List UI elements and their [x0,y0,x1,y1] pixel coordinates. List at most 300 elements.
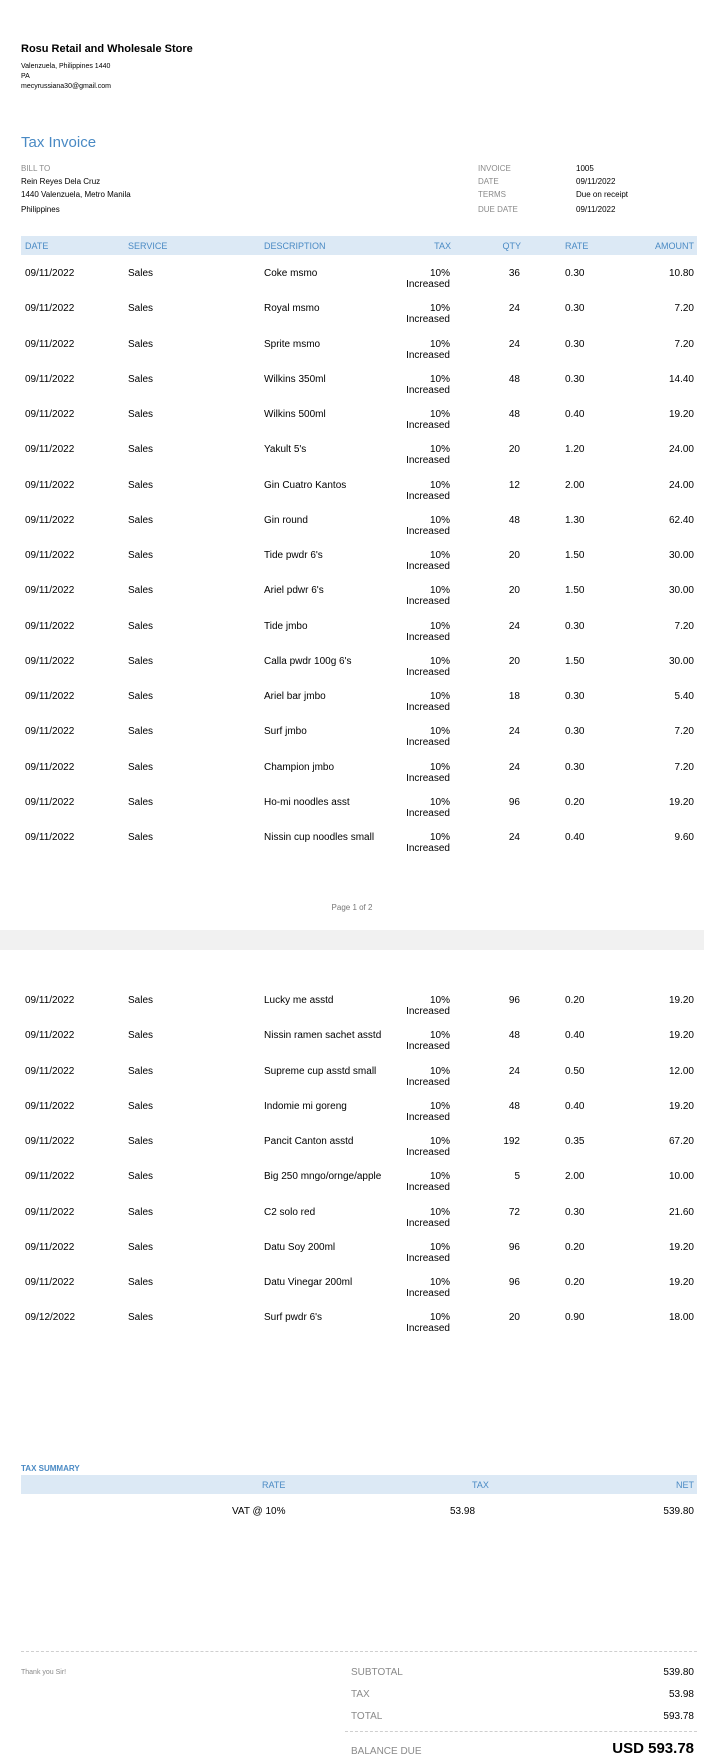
qty-cell: 24 [508,303,520,315]
tax-cell [406,1277,450,1299]
service-cell: Sales [128,444,154,456]
tax-rate-text: 10% [429,1030,450,1042]
amount-cell: 30.00 [668,585,694,597]
description-cell: Supreme cup asstd small [264,1065,377,1077]
service-cell: Sales [128,620,154,632]
date-cell: 09/11/2022 [25,268,75,279]
tax-rate-text: 10% [429,409,450,420]
qty-cell: 20 [508,550,520,561]
qty-cell: 20 [508,444,520,456]
service-cell: Sales [128,1100,154,1112]
tax-rate-text: 10% [429,268,450,279]
col-service: SERVICE [128,241,168,251]
rate-cell: 0.20 [565,796,585,808]
tax-type-text: Increased [406,1041,450,1053]
tax-type-text: Increased [406,1217,450,1229]
tax-cell [406,1242,450,1264]
table-row [0,691,704,726]
tax-type-text: Increased [406,807,450,819]
description-cell: Sprite msmo [264,338,321,350]
tax-summary-header [21,1475,697,1494]
amount-cell: 30.00 [668,550,694,561]
tax-type-text: Increased [406,1323,450,1335]
tax-cell [406,1030,450,1052]
qty-cell: 192 [503,1136,520,1147]
table-row [0,303,704,338]
service-cell: Sales [128,691,154,702]
date-cell: 09/12/2022 [25,1312,76,1324]
table-row [0,832,704,867]
tax-type-text: Increased [406,1288,450,1299]
amount-cell: 7.20 [674,761,694,773]
date-cell: 09/11/2022 [25,1241,75,1253]
tax-summary-col-net: NET [676,1480,694,1490]
rate-cell: 0.30 [565,761,585,773]
table-row [0,550,704,585]
rate-cell: 1.30 [565,514,585,526]
tax-total-value: 53.98 [668,1689,694,1700]
amount-cell: 19.20 [668,1100,694,1112]
description-cell: Nissin cup noodles small [264,832,375,843]
tax-rate-text: 10% [429,1312,450,1324]
tax-rate-text: 10% [429,832,450,843]
rate-cell: 0.50 [565,1065,585,1077]
amount-cell: 18.00 [668,1312,694,1324]
description-cell: Nissin ramen sachet asstd [264,1030,382,1042]
tax-type-text: Increased [406,561,450,572]
amount-cell: 7.20 [674,338,694,350]
qty-cell: 12 [508,479,520,491]
tax-cell [406,762,450,784]
tax-type-text: Increased [406,702,450,713]
company-email: mecyrussiana30@gmail.com [21,83,111,90]
tax-summary-title: TAX SUMMARY [21,1464,80,1473]
table-row [0,585,704,620]
tax-rate-text: 10% [429,1206,450,1218]
balance-due-value: USD 593.78 [612,1740,694,1757]
rate-cell: 0.30 [565,303,585,315]
col-description: DESCRIPTION [264,241,326,251]
date-cell: 09/11/2022 [25,995,75,1006]
tax-cell [406,1136,450,1158]
tax-cell [406,550,450,572]
amount-cell: 5.40 [674,691,694,702]
qty-cell: 48 [508,1030,520,1042]
rate-cell: 2.00 [565,1171,585,1183]
description-cell: Datu Soy 200ml [264,1241,336,1253]
table-row [0,374,704,409]
tax-rate-text: 10% [429,1065,450,1077]
col-date: DATE [25,241,49,251]
description-cell: Gin Cuatro Kantos [264,479,347,491]
tax-type-text: Increased [406,1147,450,1158]
tax-rate-text: 10% [429,1171,450,1183]
bill-to-address: 1440 Valenzuela, Metro Manila [21,190,131,199]
date-cell: 09/11/2022 [25,1277,75,1288]
tax-type-text: Increased [406,1111,450,1123]
tax-rate-text: 10% [429,550,450,561]
rate-cell: 0.40 [565,409,585,420]
qty-cell: 18 [508,691,520,702]
amount-cell: 10.80 [668,268,694,279]
description-cell: Ariel pdwr 6's [264,585,324,597]
qty-cell: 24 [508,726,520,738]
tax-cell [406,374,450,396]
rate-cell: 1.50 [565,585,585,597]
thank-you-note: Thank you Sir! [21,1669,67,1676]
qty-cell: 24 [508,1065,520,1077]
total-label: TOTAL [351,1711,383,1722]
bill-to-country: Philippines [21,205,60,214]
tax-cell [406,444,450,466]
tax-cell [406,1171,450,1193]
date-cell: 09/11/2022 [25,832,75,843]
table-row [0,409,704,444]
service-cell: Sales [128,1241,154,1253]
tax-type-text: Increased [406,490,450,502]
qty-cell: 96 [508,796,520,808]
amount-cell: 62.40 [668,514,694,526]
description-cell: Surf jmbo [264,726,307,738]
amount-cell: 14.40 [668,373,694,385]
description-cell: Ho-mi noodles asst [264,796,350,808]
description-cell: Wilkins 350ml [264,373,326,385]
date-cell: 09/11/2022 [25,1136,75,1147]
rate-cell: 0.30 [565,1206,585,1218]
tax-type-text: Increased [406,314,450,326]
service-cell: Sales [128,550,154,561]
amount-cell: 7.20 [674,303,694,315]
tax-rate-text: 10% [429,726,450,738]
table-row [0,1207,704,1242]
service-cell: Sales [128,1171,154,1183]
table-row [0,1066,704,1101]
qty-cell: 72 [508,1206,520,1218]
service-cell: Sales [128,479,154,491]
tax-type-text: Increased [406,1006,450,1017]
page-number: Page 1 of 2 [331,903,373,912]
qty-cell: 48 [508,514,520,526]
description-cell: C2 solo red [264,1206,316,1218]
description-cell: Calla pwdr 100g 6's [264,655,352,667]
description-cell: Ariel bar jmbo [264,691,326,702]
date-cell: 09/11/2022 [25,761,75,773]
amount-cell: 24.00 [668,444,694,456]
service-cell: Sales [128,514,154,526]
tax-type-text: Increased [406,384,450,396]
date-cell: 09/11/2022 [25,303,75,315]
tax-summary-net: 539.80 [663,1506,694,1517]
company-address-line: PA [21,73,30,80]
tax-summary-col-rate: RATE [262,1480,286,1490]
rate-cell: 0.20 [565,995,585,1006]
tax-rate-text: 10% [429,444,450,456]
col-tax: TAX [434,241,451,251]
date-cell: 09/11/2022 [25,514,75,526]
description-cell: Indomie mi goreng [264,1100,347,1112]
rate-cell: 0.20 [565,1241,585,1253]
table-row [0,762,704,797]
amount-cell: 7.20 [674,726,694,738]
rate-cell: 0.40 [565,1030,585,1042]
tax-rate-text: 10% [429,796,450,808]
service-cell: Sales [128,1312,154,1324]
tax-type-text: Increased [406,455,450,467]
date-cell: 09/11/2022 [25,1100,75,1112]
tax-cell [406,1066,450,1088]
tax-type-text: Increased [406,1182,450,1194]
date-cell: 09/11/2022 [25,620,75,632]
tax-cell [406,656,450,678]
description-cell: Wilkins 500ml [264,409,326,420]
amount-cell: 12.00 [668,1065,694,1077]
tax-type-text: Increased [406,1252,450,1264]
balance-due-label: BALANCE DUE [351,1746,422,1757]
amount-cell: 10.00 [668,1171,694,1183]
date-cell: 09/11/2022 [25,1030,75,1042]
service-cell: Sales [128,1136,154,1147]
service-cell: Sales [128,585,154,597]
tax-rate-text: 10% [429,514,450,526]
tax-type-text: Increased [406,349,450,361]
amount-cell: 19.20 [668,1277,694,1288]
qty-cell: 20 [508,655,520,667]
amount-cell: 67.20 [668,1136,694,1147]
amount-cell: 7.20 [674,620,694,632]
date-cell: 09/11/2022 [25,1206,75,1218]
tax-cell [406,691,450,713]
date-cell: 09/11/2022 [25,585,75,597]
description-cell: Lucky me asstd [264,995,334,1006]
date-cell: 09/11/2022 [25,479,75,491]
description-cell: Datu Vinegar 200ml [264,1277,353,1288]
qty-cell: 24 [508,620,520,632]
tax-type-text: Increased [406,737,450,749]
table-row [0,1030,704,1065]
rate-cell: 0.30 [565,620,585,632]
table-row [0,797,704,832]
divider [345,1731,697,1732]
qty-cell: 96 [508,995,520,1006]
amount-cell: 19.20 [668,796,694,808]
invoice-date-value: 09/11/2022 [576,177,616,186]
date-cell: 09/11/2022 [25,373,75,385]
qty-cell: 96 [508,1277,520,1288]
date-cell: 09/11/2022 [25,1065,75,1077]
table-row [0,656,704,691]
total-value: 593.78 [663,1711,694,1722]
service-cell: Sales [128,268,154,279]
amount-cell: 9.60 [674,832,694,843]
amount-cell: 30.00 [668,655,694,667]
rate-cell: 1.50 [565,655,585,667]
date-cell: 09/11/2022 [25,550,75,561]
service-cell: Sales [128,409,154,420]
table-row [0,1277,704,1312]
rate-cell: 0.30 [565,691,585,702]
qty-cell: 24 [508,761,520,773]
table-row [0,1171,704,1206]
tax-rate-text: 10% [429,303,450,315]
tax-rate-text: 10% [429,1277,450,1288]
rate-cell: 1.50 [565,550,585,561]
qty-cell: 48 [508,1100,520,1112]
qty-cell: 5 [514,1171,520,1183]
service-cell: Sales [128,303,154,315]
tax-type-text: Increased [406,420,450,431]
tax-rate-text: 10% [429,655,450,667]
rate-cell: 0.90 [565,1312,585,1324]
qty-cell: 20 [508,1312,520,1324]
description-cell: Yakult 5's [264,444,307,456]
date-cell: 09/11/2022 [25,338,75,350]
col-amount: AMOUNT [655,241,694,251]
tax-type-text: Increased [406,631,450,643]
rate-cell: 0.30 [565,338,585,350]
tax-rate-text: 10% [429,620,450,632]
rate-cell: 0.40 [565,1100,585,1112]
date-cell: 09/11/2022 [25,1171,75,1183]
tax-cell [406,726,450,748]
tax-summary-col-tax: TAX [472,1480,489,1490]
qty-cell: 36 [508,268,520,279]
tax-cell [406,339,450,361]
tax-rate-text: 10% [429,338,450,350]
tax-total-label: TAX [351,1689,370,1700]
qty-cell: 48 [508,409,520,420]
due-date-label: DUE DATE [478,205,518,214]
table-row [0,444,704,479]
date-cell: 09/11/2022 [25,444,75,456]
table-row [0,480,704,515]
rate-cell: 0.30 [565,373,585,385]
amount-cell: 19.20 [668,409,694,420]
rate-cell: 2.00 [565,479,585,491]
date-cell: 09/11/2022 [25,691,75,702]
tax-cell [406,1207,450,1229]
rate-cell: 0.30 [565,726,585,738]
description-cell: Surf pwdr 6's [264,1312,323,1324]
table-row [0,1312,704,1347]
items-table-header [21,236,697,255]
terms-value: Due on receipt [576,190,629,199]
tax-cell [406,515,450,537]
service-cell: Sales [128,373,154,385]
date-cell: 09/11/2022 [25,726,75,738]
service-cell: Sales [128,1206,154,1218]
date-cell: 09/11/2022 [25,655,75,667]
amount-cell: 19.20 [668,995,694,1006]
tax-rate-text: 10% [429,373,450,385]
page-separator [0,930,704,950]
tax-cell [406,585,450,607]
col-rate: RATE [565,241,589,251]
tax-type-text: Increased [406,843,450,854]
service-cell: Sales [128,726,154,738]
qty-cell: 20 [508,585,520,597]
service-cell: Sales [128,796,154,808]
table-row [0,995,704,1030]
description-cell: Tide pwdr 6's [264,550,323,561]
description-cell: Tide jmbo [264,620,308,632]
tax-cell [406,303,450,325]
table-row [0,268,704,303]
tax-type-text: Increased [406,596,450,608]
description-cell: Coke msmo [264,268,318,279]
tax-rate-text: 10% [429,761,450,773]
tax-cell [406,480,450,502]
table-row [0,726,704,761]
service-cell: Sales [128,995,154,1006]
table-row [0,515,704,550]
service-cell: Sales [128,338,154,350]
tax-cell [406,1312,450,1334]
description-cell: Royal msmo [264,303,320,315]
subtotal-value: 539.80 [663,1667,694,1678]
col-qty: QTY [502,241,521,251]
tax-summary-rate: VAT @ 10% [232,1506,286,1517]
service-cell: Sales [128,832,154,843]
table-row [0,1101,704,1136]
qty-cell: 24 [508,832,520,843]
tax-type-text: Increased [406,772,450,784]
tax-rate-text: 10% [429,585,450,597]
tax-cell [406,268,450,290]
service-cell: Sales [128,761,154,773]
tax-cell [406,409,450,431]
tax-cell [406,995,450,1017]
date-cell: 09/11/2022 [25,796,75,808]
tax-rate-text: 10% [429,1100,450,1112]
tax-cell [406,621,450,643]
table-row [0,1242,704,1277]
company-name: Rosu Retail and Wholesale Store [21,43,193,55]
tax-cell [406,1101,450,1123]
amount-cell: 19.20 [668,1030,694,1042]
service-cell: Sales [128,1065,154,1077]
tax-cell [406,832,450,854]
tax-rate-text: 10% [429,479,450,491]
description-cell: Gin round [264,514,308,526]
description-cell: Big 250 mngo/ornge/apple [264,1171,382,1183]
tax-summary-tax: 53.98 [450,1506,476,1517]
service-cell: Sales [128,655,154,667]
bill-to-name: Rein Reyes Dela Cruz [21,177,101,186]
rate-cell: 0.30 [565,268,585,279]
rate-cell: 1.20 [565,444,585,456]
table-row [0,1136,704,1171]
qty-cell: 96 [508,1241,520,1253]
bill-to-label: BILL TO [21,164,51,173]
qty-cell: 48 [508,373,520,385]
tax-type-text: Increased [406,666,450,678]
invoice-number-value: 1005 [576,164,594,173]
due-date-value: 09/11/2022 [576,205,616,214]
tax-type-text: Increased [406,525,450,537]
invoice-number-label: INVOICE [478,164,511,173]
service-cell: Sales [128,1277,154,1288]
document-title: Tax Invoice [21,134,97,151]
service-cell: Sales [128,1030,154,1042]
qty-cell: 24 [508,338,520,350]
date-cell: 09/11/2022 [25,409,75,420]
table-row [0,621,704,656]
rate-cell: 0.40 [565,832,585,843]
amount-cell: 24.00 [668,479,694,491]
divider [21,1651,697,1652]
amount-cell: 21.60 [668,1206,694,1218]
tax-cell [406,797,450,819]
